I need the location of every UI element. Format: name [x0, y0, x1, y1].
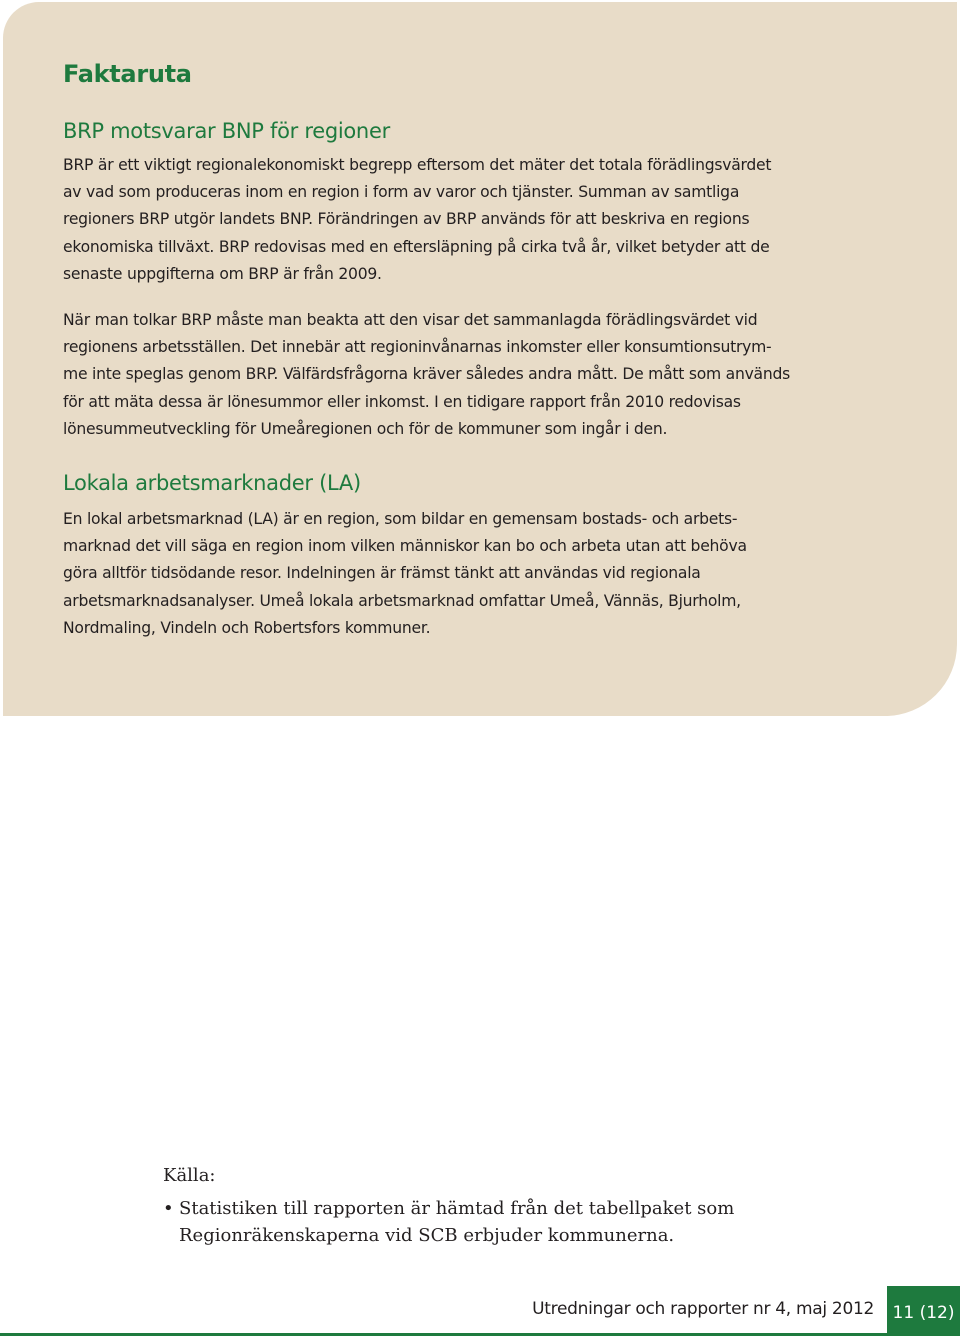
source-list-item	[163, 1195, 734, 1249]
paragraph-brp-definition: BRP är ett viktigt regionalekonomiskt begrepp eftersom det mäter det totala förädlingsvärdet av vad som produceras inom en region i form av varor och tjänster. Summan av samtliga regioners BRP utgör landets BNP. Förändringen av BRP används för att beskriva en regions ekonomiska tillväxt. BRP redovisas med en eftersläpning på cirka två år, vilket betyder att de senaste uppgifterna om BRP är från 2009.	[63, 156, 772, 283]
source-label: Källa:	[163, 1165, 216, 1186]
footer-divider	[0, 1333, 887, 1336]
source-block	[163, 1163, 734, 1249]
bullet-icon: •	[163, 1198, 174, 1219]
factbox	[3, 2, 957, 716]
source-item-text: Statistiken till rapporten är hämtad från det tabellpaket som Regionräkenskaperna vid SCB erbjuder kommunerna.	[179, 1198, 735, 1246]
paragraph-la-definition: En lokal arbetsmarknad (LA) är en region, som bildar en gemensam bostads- och arbets- marknad det vill säga en region inom vilken människor kan bo och arbeta utan att behöva göra alltför tidsödande resor. Indelningen är främst tänkt att användas vid regionala arbetsmarknadsanalyser. Umeå lokala arbetsmarknad omfattar Umeå, Vännäs, Bjurholm, Nordmaling, Vindeln och Robertsfors kommuner.	[63, 510, 747, 637]
factbox-title: Faktaruta	[63, 60, 192, 88]
section-heading-la: Lokala arbetsmarknader (LA)	[63, 471, 361, 495]
section-heading-brp: BRP motsvarar BNP för regioner	[63, 119, 390, 143]
paragraph-brp-interpretation: När man tolkar BRP måste man beakta att den visar det sammanlagda förädlingsvärdet vid regionens arbetsställen. Det innebär att regioninvånarnas inkomster eller konsumtionsutrym- me inte speglas genom BRP. Välfärdsfrågorna kräver således andra mått. De mått som används för att mäta dessa är lönesummor eller inkomst. I en tidigare rapport från 2010 redovisas lönesummeutveckling för Umeåregionen och för de kommuner som ingår i den.	[63, 311, 791, 438]
footer-publication-title: Utredningar och rapporter nr 4, maj 2012	[532, 1299, 874, 1319]
page-number-badge	[887, 1286, 960, 1336]
page-number: 11 (12)	[892, 1302, 955, 1323]
